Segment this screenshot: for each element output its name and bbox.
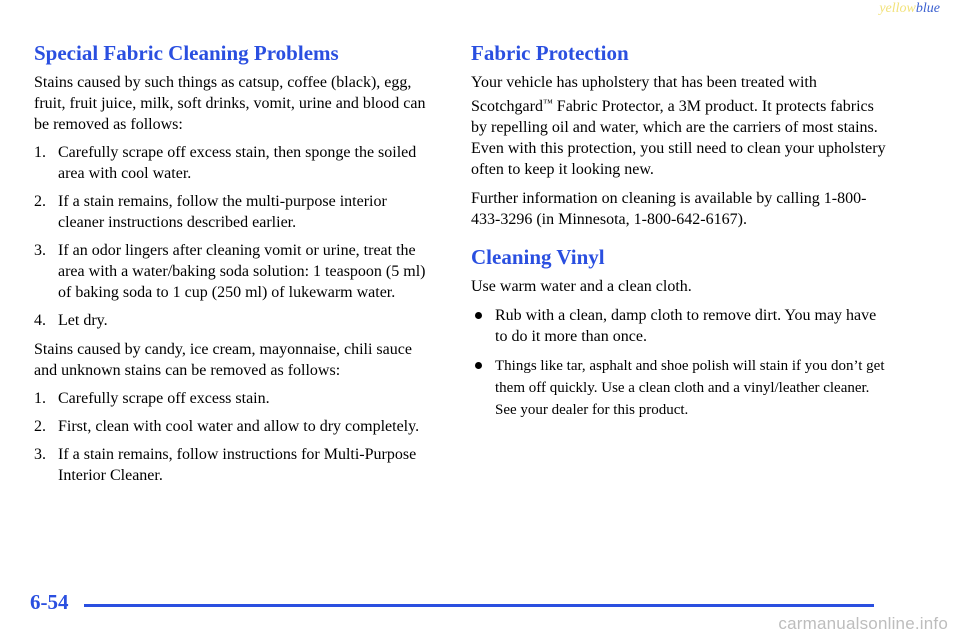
bullet-text: Rub with a clean, damp cloth to remove dirt. You may have to do it more than once.	[495, 307, 877, 345]
list-number: 3.	[34, 242, 46, 259]
footer-divider	[84, 604, 874, 607]
fabric-protection-text-b: Fabric Protector, a 3M product. It protects fabrics by repelling oil and water, which are the carriers of most stains. Even with this protection, you still need to clean your upholstery often to keep it looking new.	[471, 98, 886, 178]
list-text: Carefully scrape off excess stain.	[58, 390, 270, 407]
bullet-icon	[475, 362, 482, 369]
bullet-icon	[475, 312, 482, 319]
list-number: 3.	[34, 446, 46, 463]
list-number: 1.	[34, 390, 46, 407]
list-text: If an odor lingers after cleaning vomit or urine, treat the area with a water/baking soda solution: 1 teaspoon (5 ml) of baking soda to 1 cup (250 ml) of lukewarm water.	[58, 242, 426, 301]
section-heading-fabric-protection: Fabric Protection	[471, 41, 629, 65]
list-item	[471, 355, 891, 421]
list-item	[34, 388, 436, 409]
vinyl-bullet-list	[471, 305, 891, 421]
list-text: Carefully scrape off excess stain, then sponge the soiled area with cool water.	[58, 144, 417, 182]
list-number: 1.	[34, 144, 46, 161]
list-text: First, clean with cool water and allow to dry completely.	[58, 418, 420, 435]
bullet-text: Things like tar, asphalt and shoe polish will stain if you don’t get them off quickly. Use a clean cloth and a vinyl/leather cleaner. See your dealer for this product.	[495, 358, 885, 418]
list-item	[34, 240, 436, 303]
section-heading-special-fabric: Special Fabric Cleaning Problems	[34, 41, 339, 65]
intro-paragraph-2: Stains caused by candy, ice cream, mayonnaise, chili sauce and unknown stains can be removed as follows:	[34, 341, 412, 379]
steps-list-2	[34, 388, 436, 486]
phone-info-paragraph: Further information on cleaning is available by calling 1-800-433-3296 (in Minnesota, 1-800-642-6167).	[471, 190, 867, 228]
list-item	[34, 416, 436, 437]
list-number: 2.	[34, 193, 46, 210]
list-item	[34, 310, 436, 331]
steps-list-1	[34, 142, 436, 331]
trademark-symbol: ™	[542, 98, 553, 109]
list-number: 2.	[34, 418, 46, 435]
list-number: 4.	[34, 312, 46, 329]
marker-yellow: yellow	[879, 1, 916, 16]
fabric-protection-text-a: Your vehicle has upholstery that has been treated with Scotchgard	[471, 74, 817, 115]
right-column	[471, 38, 891, 421]
list-text: If a stain remains, follow instructions for Multi-Purpose Interior Cleaner.	[58, 446, 417, 484]
list-item	[34, 444, 436, 486]
section-heading-cleaning-vinyl: Cleaning Vinyl	[471, 245, 605, 269]
list-item	[34, 142, 436, 184]
page-number: 6-54	[30, 590, 69, 614]
fabric-protection-paragraph	[471, 72, 891, 180]
list-text: Let dry.	[58, 312, 108, 329]
list-item	[34, 191, 436, 233]
list-item	[471, 305, 891, 347]
color-marker	[780, 1, 940, 17]
vinyl-intro-paragraph: Use warm water and a clean cloth.	[471, 278, 692, 295]
marker-blue: blue	[915, 1, 940, 16]
intro-paragraph-1: Stains caused by such things as catsup, coffee (black), egg, fruit, fruit juice, milk, soft drinks, vomit, urine and blood can be removed as follows:	[34, 74, 426, 133]
left-column	[34, 38, 436, 486]
watermark: carmanualsonline.info	[778, 614, 948, 633]
list-text: If a stain remains, follow the multi-purpose interior cleaner instructions described earlier.	[58, 193, 387, 231]
